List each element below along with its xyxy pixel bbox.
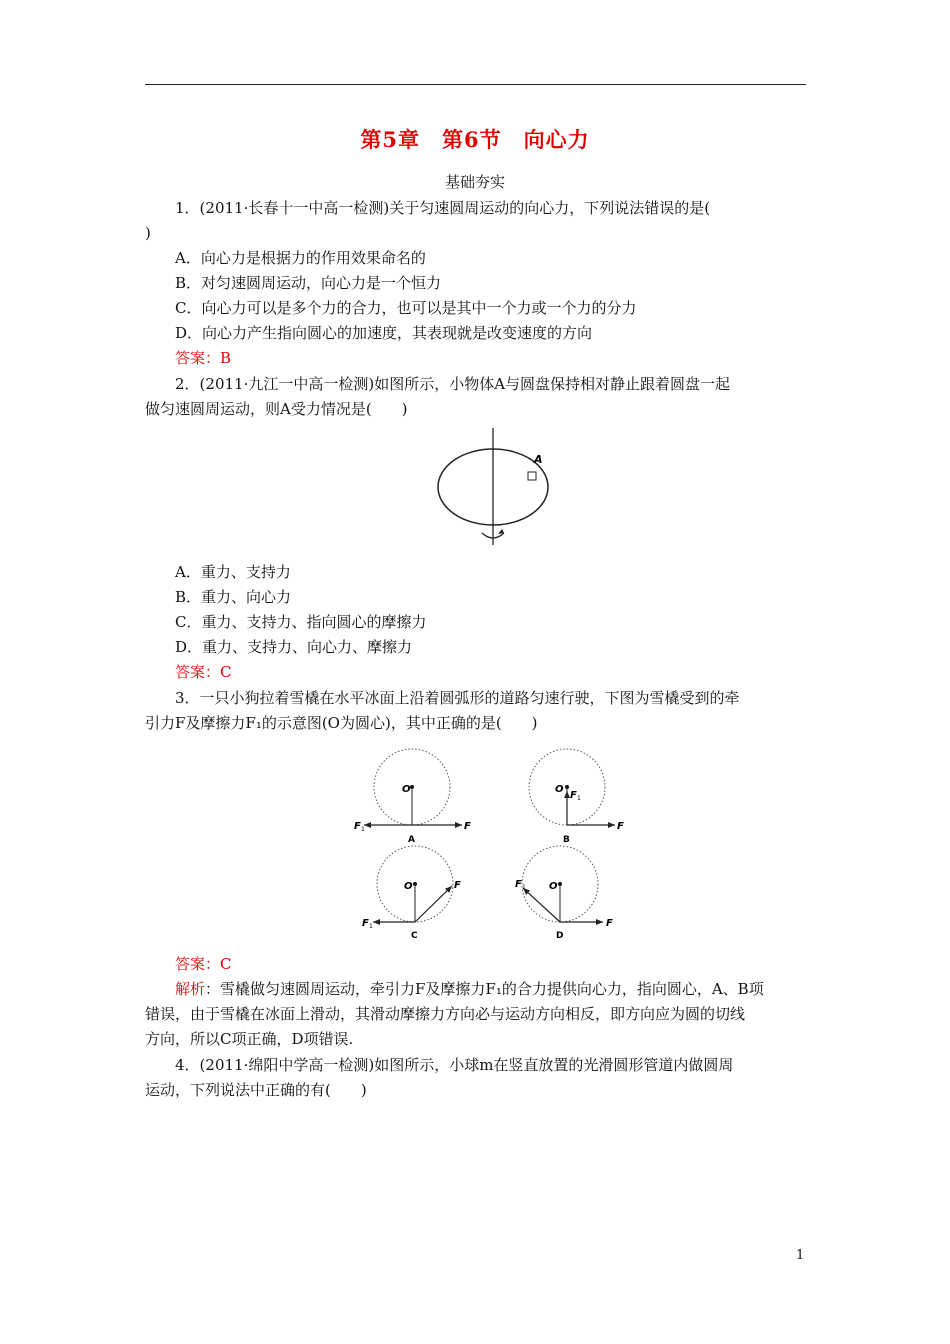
svg-text:A: A bbox=[408, 835, 415, 845]
svg-text:O: O bbox=[404, 881, 413, 892]
q2-stem-line2: 做匀速圆周运动，则A受力情况是( ) bbox=[145, 400, 408, 418]
svg-text:F: F bbox=[454, 880, 461, 891]
q3-stem-line2: 引力F及摩擦力F₁的示意图(O为圆心)，其中正确的是( ) bbox=[145, 714, 538, 732]
q3-stem-line1: 3．一只小狗拉着雪橇在水平冰面上沿着圆弧形的道路匀速行驶，下图为雪橇受到的牵 bbox=[175, 689, 740, 707]
svg-text:F: F bbox=[617, 821, 624, 832]
option-d-diagram bbox=[515, 846, 613, 941]
q1-option-b: B．对匀速圆周运动，向心力是一个恒力 bbox=[175, 274, 442, 292]
page-number: 1 bbox=[796, 1248, 805, 1263]
q4-stem-line1: 4．(2011·绵阳中学高一检测)如图所示，小球m在竖直放置的光滑圆形管道内做圆周 bbox=[175, 1056, 734, 1074]
sled-force-figure bbox=[345, 742, 635, 948]
page-title: 第5章 第6节 向心力 bbox=[360, 127, 590, 152]
option-c-diagram bbox=[362, 846, 461, 941]
q1-stem-line2: ) bbox=[145, 224, 151, 242]
svg-text:1: 1 bbox=[577, 795, 581, 802]
small-block-a bbox=[528, 472, 536, 480]
svg-text:1: 1 bbox=[369, 923, 373, 930]
option-a-diagram bbox=[354, 749, 471, 845]
q2-option-d: D．重力、支持力、向心力、摩擦力 bbox=[175, 638, 413, 656]
option-b-diagram bbox=[529, 749, 624, 845]
q1-option-a: A．向心力是根据力的作用效果命名的 bbox=[175, 249, 426, 267]
svg-text:F: F bbox=[354, 821, 361, 832]
q3-analysis-line2: 错误，由于雪橇在冰面上滑动，其滑动摩擦力方向必与运动方向相反，即方向应为圆的切线 bbox=[145, 1005, 746, 1023]
svg-text:O: O bbox=[555, 784, 564, 795]
svg-text:F: F bbox=[362, 918, 369, 929]
header-rule bbox=[145, 84, 806, 85]
q2-option-b: B．重力、向心力 bbox=[175, 588, 292, 606]
svg-text:O: O bbox=[402, 784, 411, 795]
q3-analysis-line1: 解析：雪橇做匀速圆周运动，牵引力F及摩擦力F₁的合力提供向心力，指向圆心，A、B项 bbox=[175, 980, 764, 998]
analysis-label: 解析 bbox=[175, 980, 206, 998]
block-label-a: A bbox=[534, 453, 543, 466]
svg-text:O: O bbox=[549, 881, 558, 892]
svg-text:F: F bbox=[464, 821, 471, 832]
svg-text:F: F bbox=[606, 918, 613, 929]
q1-answer: 答案：B bbox=[175, 349, 232, 367]
q1-option-c: C．向心力可以是多个力的合力，也可以是其中一个力或一个力的分力 bbox=[175, 299, 637, 317]
q3-analysis-line3: 方向，所以C项正确，D项错误. bbox=[145, 1030, 354, 1048]
q2-stem-line1: 2．(2011·九江一中高一检测)如图所示，小物体A与圆盘保持相对静止跟着圆盘一起 bbox=[175, 375, 731, 393]
q3-answer: 答案：C bbox=[175, 955, 232, 973]
svg-text:1: 1 bbox=[522, 884, 526, 891]
rotating-disk-figure bbox=[430, 425, 560, 553]
svg-text:D: D bbox=[556, 931, 564, 941]
q2-answer: 答案：C bbox=[175, 663, 232, 681]
svg-text:1: 1 bbox=[361, 826, 365, 833]
q1-option-d: D．向心力产生指向圆心的加速度，其表现就是改变速度的方向 bbox=[175, 324, 593, 342]
q2-option-a: A．重力、支持力 bbox=[175, 563, 291, 581]
svg-text:F: F bbox=[515, 879, 522, 890]
svg-text:C: C bbox=[411, 931, 418, 941]
section-heading: 基础夯实 bbox=[444, 173, 505, 191]
q4-stem-line2: 运动，下列说法中正确的有( ) bbox=[145, 1081, 367, 1099]
q2-option-c: C．重力、支持力、指向圆心的摩擦力 bbox=[175, 613, 427, 631]
svg-text:B: B bbox=[563, 835, 570, 845]
svg-text:F: F bbox=[570, 790, 577, 801]
q1-stem-line1: 1．(2011·长春十一中高一检测)关于匀速圆周运动的向心力，下列说法错误的是( bbox=[175, 199, 711, 217]
